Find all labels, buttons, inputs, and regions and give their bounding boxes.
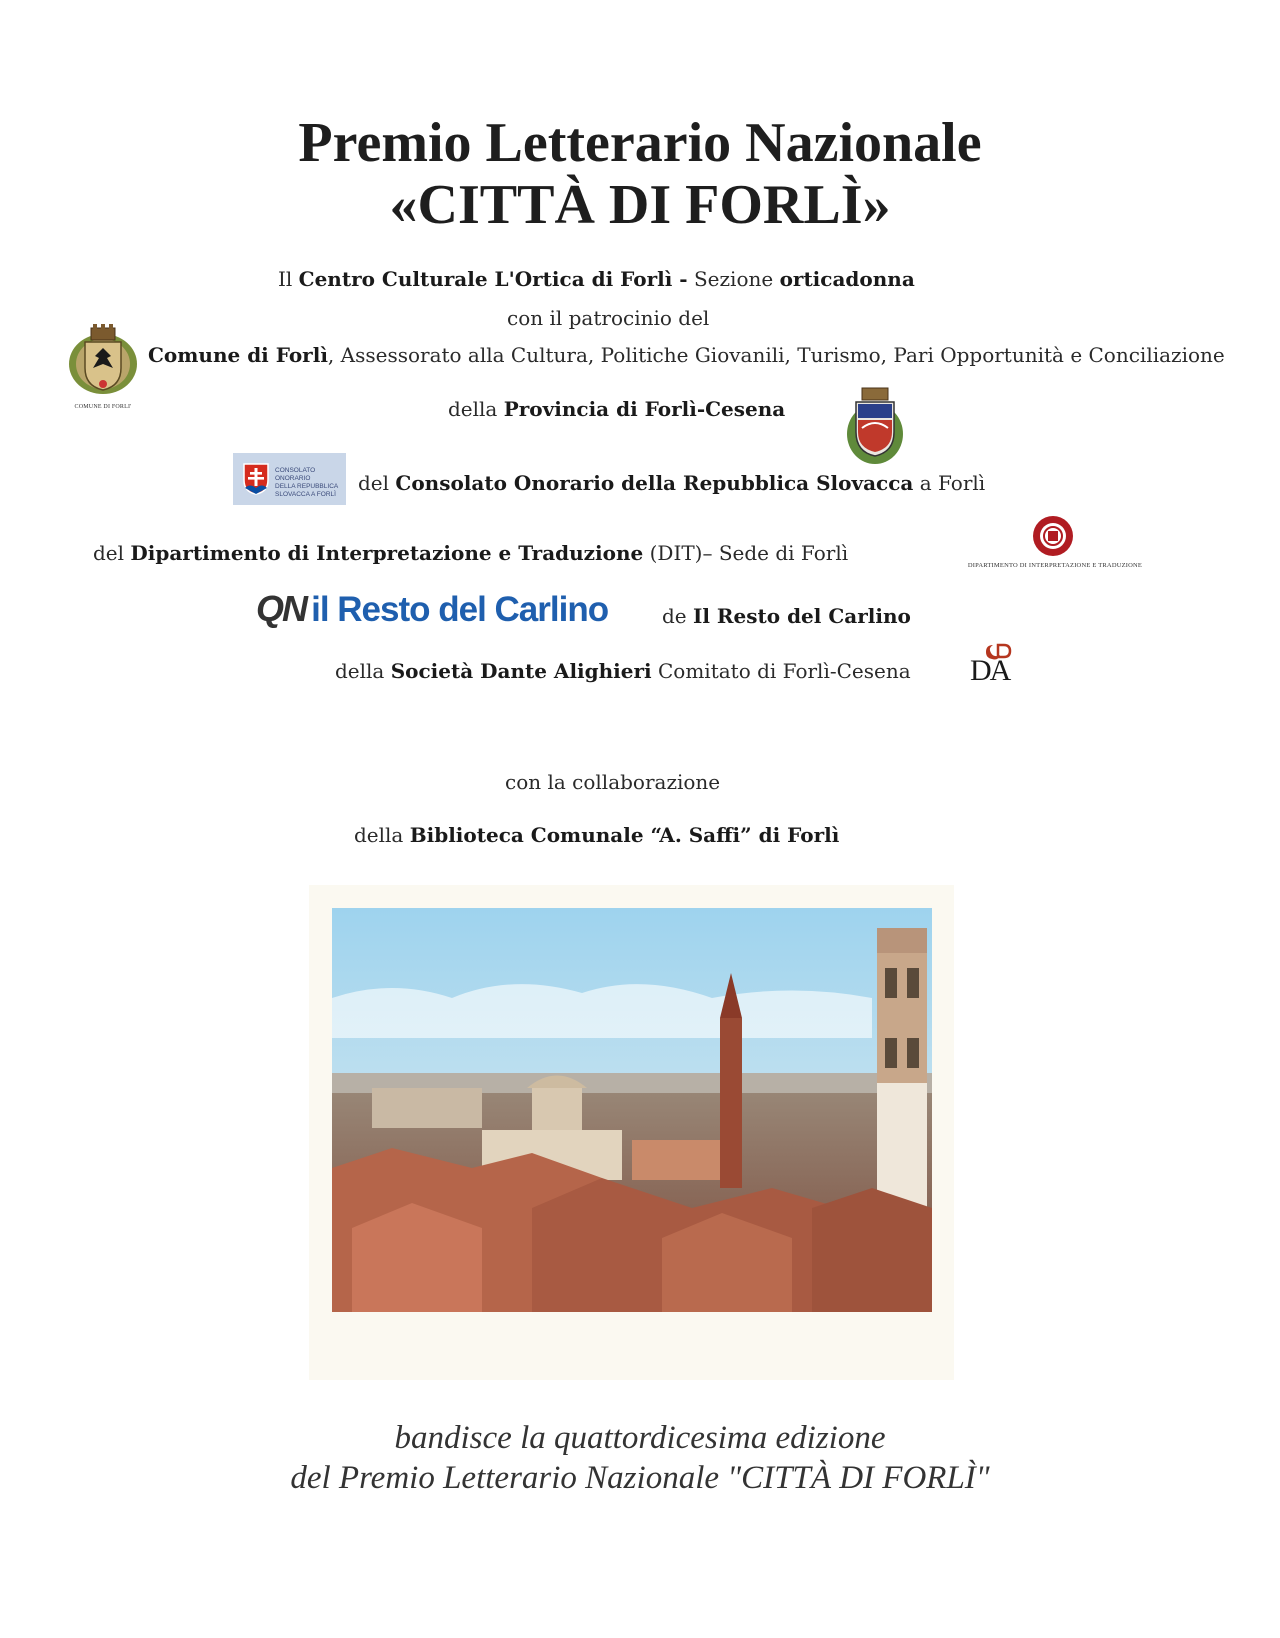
carlino-line: de Il Resto del Carlino: [662, 604, 911, 628]
library-name: Biblioteca Comunale “A. Saffi” di Forlì: [409, 823, 840, 847]
title-line-1: Premio Letterario Nazionale: [298, 112, 982, 174]
closing-line-2: del Premio Letterario Nazionale "CITTÀ DI FORLÌ": [290, 1460, 990, 1496]
title-line-2: «CITTÀ DI FORLÌ»: [389, 174, 891, 236]
forli-panorama-image: [332, 908, 932, 1312]
dipartimento-name: Dipartimento di Interpretazione e Traduzione: [130, 541, 644, 565]
carlino-logo: [256, 588, 626, 638]
provincia-coat-of-arms-icon: [842, 384, 908, 470]
organizer-name: Centro Culturale L'Ortica di Forlì -: [298, 267, 688, 291]
dante-line: della Società Dante Alighieri Comitato di Forlì-Cesena: [335, 659, 911, 683]
dante-name: Società Dante Alighieri: [390, 659, 652, 683]
provincia-name: Provincia di Forlì-Cesena: [503, 397, 786, 421]
library-line: della Biblioteca Comunale “A. Saffi” di Forlì: [354, 823, 840, 847]
collaboration-intro: con la collaborazione: [505, 770, 721, 794]
consolato-logo: [233, 453, 346, 505]
comune-coat-of-arms-icon: [63, 318, 143, 398]
dit-logo-caption: DIPARTIMENTO DI INTERPRETAZIONE E TRADUZIONE: [967, 562, 1143, 569]
organizer-section: orticadonna: [779, 267, 915, 291]
provincia-logo: [842, 384, 908, 470]
city-illustration-frame: [309, 885, 954, 1380]
carlino-name: Il Resto del Carlino: [693, 604, 911, 628]
carlino-logo-text: il Resto del Carlino: [311, 590, 609, 629]
dante-logo-text: DA: [970, 654, 1010, 687]
slovak-cross-icon: [243, 463, 269, 495]
comune-logo: [63, 318, 143, 410]
carlino-qn-mark: QN: [256, 588, 306, 629]
organizer-line: Il Centro Culturale L'Ortica di Forlì - Sezione orticadonna: [278, 267, 915, 291]
closing-text: [0, 1418, 1280, 1498]
dipartimento-line: del Dipartimento di Interpretazione e Traduzione (DIT)– Sede di Forlì: [93, 541, 849, 565]
dit-seal-icon: [1026, 514, 1080, 558]
dit-logo: [940, 514, 1170, 572]
comune-line: Comune di Forlì, Assessorato alla Cultura, Politiche Giovanili, Turismo, Pari Opportunità e Conciliazione: [148, 343, 1225, 367]
consolato-name: Consolato Onorario della Repubblica Slovacca: [395, 471, 914, 495]
comune-logo-caption: COMUNE DI FORLI': [74, 404, 132, 410]
comune-name: Comune di Forlì: [148, 343, 328, 367]
provincia-line: della Provincia di Forlì-Cesena: [448, 397, 786, 421]
page-title: [0, 112, 1280, 236]
closing-line-1: bandisce la quattordicesima edizione: [394, 1420, 886, 1456]
dante-logo: [970, 640, 1024, 694]
consolato-line: del Consolato Onorario della Repubblica Slovacca a Forlì: [358, 471, 986, 495]
consolato-logo-text: CONSOLATO ONORARIO DELLA REPUBBLICA SLOVACCA A FORLÌ: [275, 467, 339, 498]
patronage-intro: con il patrocinio del: [507, 306, 710, 330]
